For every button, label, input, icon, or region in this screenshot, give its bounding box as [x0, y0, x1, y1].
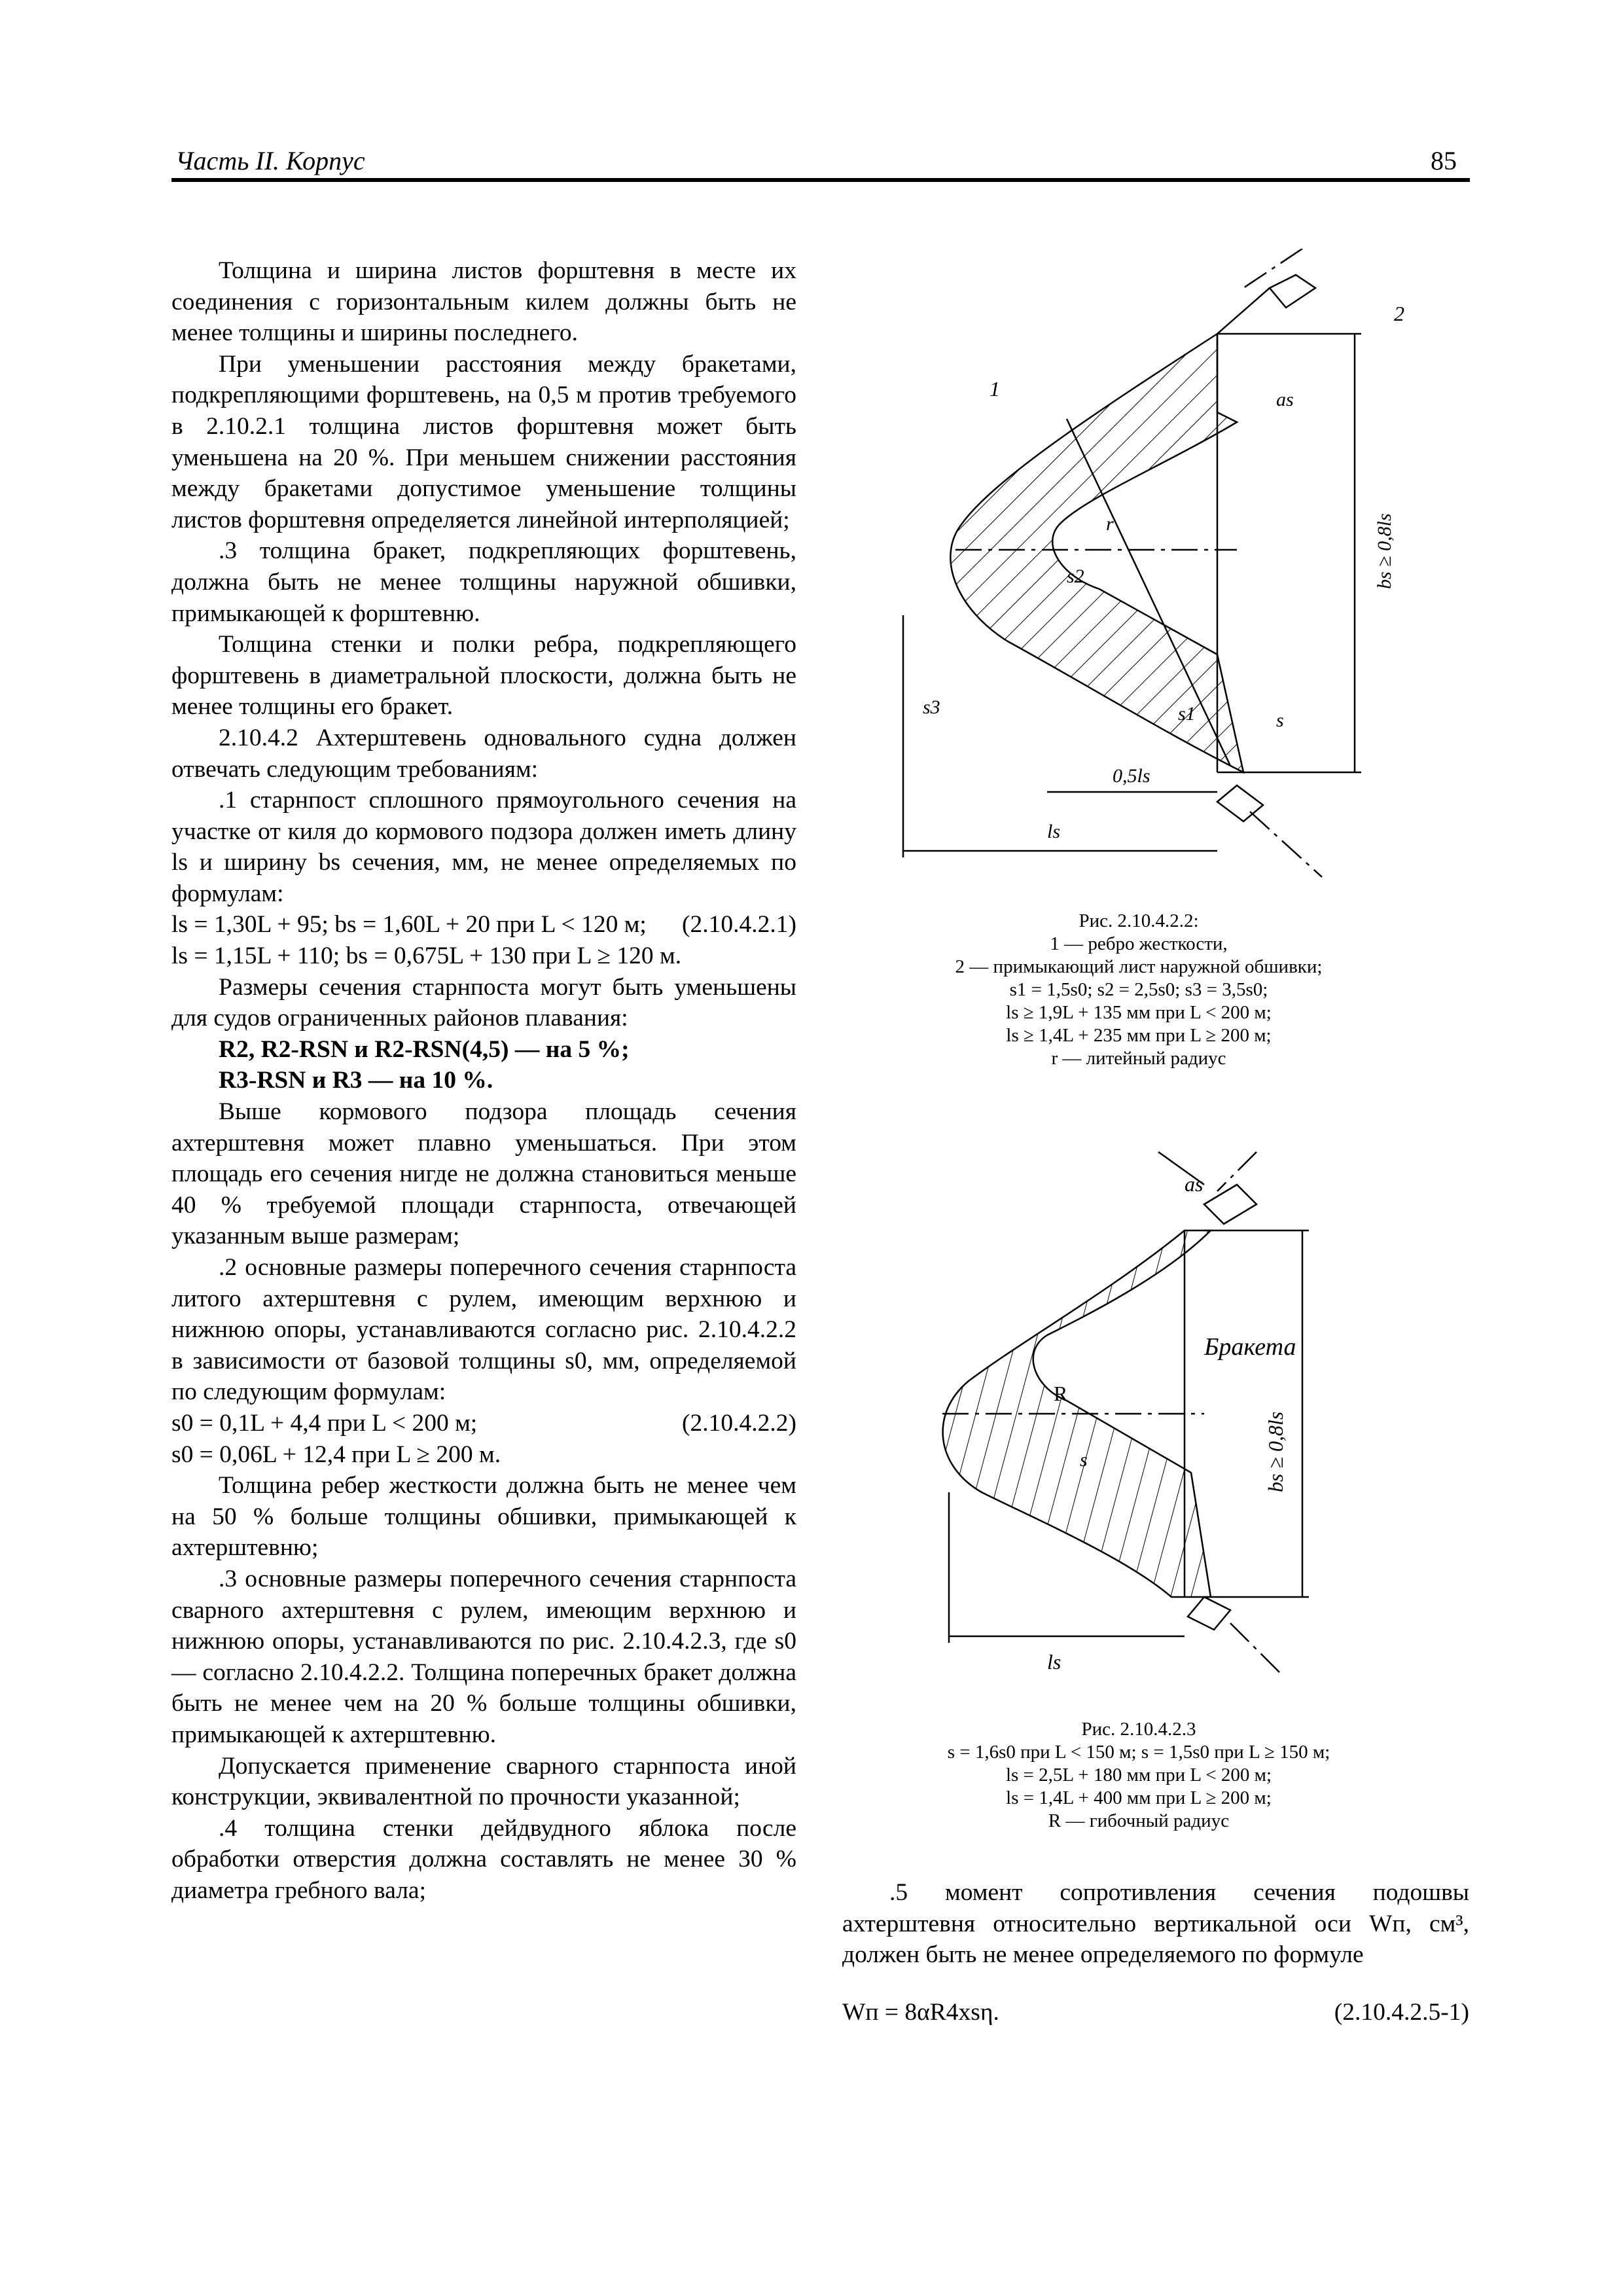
fig1-label-half-ls: 0,5ls — [1113, 765, 1150, 787]
caption-line: ls = 1,4L + 400 мм при L ≥ 200 м; — [1006, 1787, 1272, 1808]
paragraph: Толщина и ширина листов форштевня в месте их соединения с горизонтальным килем должны быть не менее толщины и ширины последнего. — [171, 257, 796, 347]
formula-line — [842, 1997, 1469, 2028]
fig1-label-bs: bs ≥ 0,8ls — [1374, 513, 1395, 589]
fig1-label-1: 1 — [990, 377, 1000, 401]
caption-line: ls ≥ 1,4L + 235 мм при L ≥ 200 м; — [1006, 1025, 1272, 1046]
caption-line: ls = 2,5L + 180 мм при L < 200 м; — [1005, 1765, 1272, 1785]
fig2-label-bracket: Бракета — [1204, 1333, 1296, 1361]
caption-line: s = 1,6s0 при L < 150 м; s = 1,5s0 при L ≥ 150 м; — [947, 1742, 1330, 1763]
paragraph: Выше кормового подзора площадь сечения ахтерштевня может плавно уменьшаться. При этом площадь его сечения нигде не должна становиться меньше 40 % требуемой площади старнпоста, отвечающей указанным выше размерам; — [171, 1098, 796, 1250]
paragraph: .3 основные размеры поперечного сечения старнпоста сварного ахтерштевня с рулем, имеющим верхнюю и нижнюю опоры, устанавливаются по рис. 2.10.4.2.3, где s0 — согласно 2.10.4.2.2. Толщина поперечных бракет должна быть не менее чем на 20 % больше толщины обшивки, примыкающей к ахтерштевню. — [171, 1565, 796, 1748]
right-text-column — [842, 1877, 1469, 2028]
paragraph: Толщина ребер жесткости должна быть не менее чем на 50 % больше толщины обшивки, примыкающей к ахтерштевню; — [171, 1472, 796, 1562]
figure-2-10-4-2-2 — [851, 249, 1440, 903]
fig1-label-s: s — [1276, 709, 1284, 731]
formula-text: s0 = 0,06L + 12,4 при L ≥ 200 м. — [171, 1441, 501, 1468]
fig1-label-s2: s2 — [1067, 565, 1084, 587]
paragraph: Допускается применение сварного старнпоста иной конструкции, эквивалентной по прочности указанной; — [171, 1752, 796, 1811]
formula-text: s0 = 0,1L + 4,4 при L < 200 м; — [171, 1409, 478, 1437]
formula-line — [171, 941, 796, 972]
paragraph: Размеры сечения старнпоста могут быть уменьшены для судов ограниченных районов плавания: — [171, 973, 796, 1032]
paragraph: .4 толщина стенки дейдвудного яблока после обработки отверстия должна составлять не менее 30 % диаметра гребного вала; — [171, 1814, 796, 1904]
paragraph: R2, R2-RSN и R2-RSN(4,5) — на 5 %; — [219, 1035, 630, 1063]
paragraph: .1 старнпост сплошного прямоугольного сечения на участке от киля до кормового подзора должен иметь длину ls и ширину bs сечения, мм, не менее определяемых по формулам: — [171, 787, 796, 907]
paragraph: .2 основные размеры поперечного сечения старнпоста литого ахтерштевня с рулем, имеющим верхнюю и нижнюю опоры, устанавливаются согласно рис. 2.10.4.2.2 в зависимости от базовой толщины s0, мм, определяемой по следующим формулам: — [171, 1254, 796, 1406]
caption-line: 2 — примыкающий лист наружной обшивки; — [955, 956, 1323, 977]
fig1-label-2: 2 — [1394, 302, 1404, 325]
formula-number: (2.10.4.2.5-1) — [1334, 1998, 1469, 2026]
paragraph: .3 толщина бракет, подкрепляющих форштевень, должна быть не менее толщины наружной обшивки, примыкающей к форштевню. — [171, 537, 796, 627]
caption-line: Рис. 2.10.4.2.2: — [1079, 910, 1199, 931]
fig2-label-as: as — [1185, 1172, 1204, 1196]
page-number: 85 — [1431, 146, 1457, 175]
formula-text: ls = 1,30L + 95; bs = 1,60L + 20 при L < 120 м; — [171, 911, 647, 939]
fig2-label-ls: ls — [1047, 1650, 1061, 1674]
fig2-label-R: R — [1054, 1382, 1068, 1405]
formula-line — [171, 1408, 796, 1439]
fig1-label-s3: s3 — [923, 696, 940, 718]
fig1-label-r: r — [1106, 513, 1114, 535]
fig1-label-s1: s1 — [1178, 703, 1196, 725]
caption-line: r — литейный радиус — [1051, 1048, 1226, 1069]
paragraph: .5 момент сопротивления сечения подошвы ахтерштевня относительно вертикальной оси Wп, см³, должен быть не менее определяемого по формуле — [842, 1879, 1469, 1969]
paragraph: R3-RSN и R3 — на 10 %. — [219, 1067, 493, 1094]
paragraph: При уменьшении расстояния между бракетами, подкрепляющими форштевень, на 0,5 м против требуемого в 2.10.2.1 толщина листов форштевня может быть уменьшена на 20 %. При меньшем снижении расстояния между бракетами допустимое уменьшение толщины листов форштевня определяется линейной интерполяцией; — [171, 350, 796, 533]
fig1-label-ls: ls — [1047, 821, 1061, 842]
fig2-label-bs: bs ≥ 0,8ls — [1264, 1411, 1287, 1492]
caption-line: R — гибочный радиус — [1048, 1810, 1230, 1831]
figure1-caption — [844, 910, 1433, 1070]
running-header-section: Часть II. Корпус — [175, 146, 365, 175]
figure2-caption — [851, 1718, 1427, 1833]
formula-number: (2.10.4.2.1) — [682, 911, 796, 939]
caption-line: ls ≥ 1,9L + 135 мм при L < 200 м; — [1006, 1002, 1272, 1023]
fig1-label-as: as — [1276, 389, 1294, 410]
left-text-column — [171, 255, 796, 1906]
caption-line: s1 = 1,5s0; s2 = 2,5s0; s3 = 3,5s0; — [1009, 979, 1268, 1000]
formula-line — [171, 1439, 796, 1471]
formula-text: Wп = 8αR4xsη. — [842, 1998, 999, 2026]
section-heading-paragraph: 2.10.4.2 Ахтерштевень одновального судна должен отвечать следующим требованиям: — [171, 724, 796, 783]
caption-line: Рис. 2.10.4.2.3 — [1081, 1719, 1196, 1740]
formula-text: ls = 1,15L + 110; bs = 0,675L + 130 при L ≥ 120 м. — [171, 942, 682, 970]
header-rule — [171, 178, 1470, 182]
paragraph: Толщина стенки и полки ребра, подкрепляющего форштевень в диаметральной плоскости, должна быть не менее толщины его бракет. — [171, 631, 796, 721]
figure-2-10-4-2-3 — [890, 1126, 1387, 1715]
caption-line: 1 — ребро жесткости, — [1050, 933, 1228, 954]
fig2-label-s: s — [1080, 1449, 1088, 1471]
formula-number: (2.10.4.2.2) — [682, 1409, 796, 1437]
formula-line — [171, 909, 796, 941]
